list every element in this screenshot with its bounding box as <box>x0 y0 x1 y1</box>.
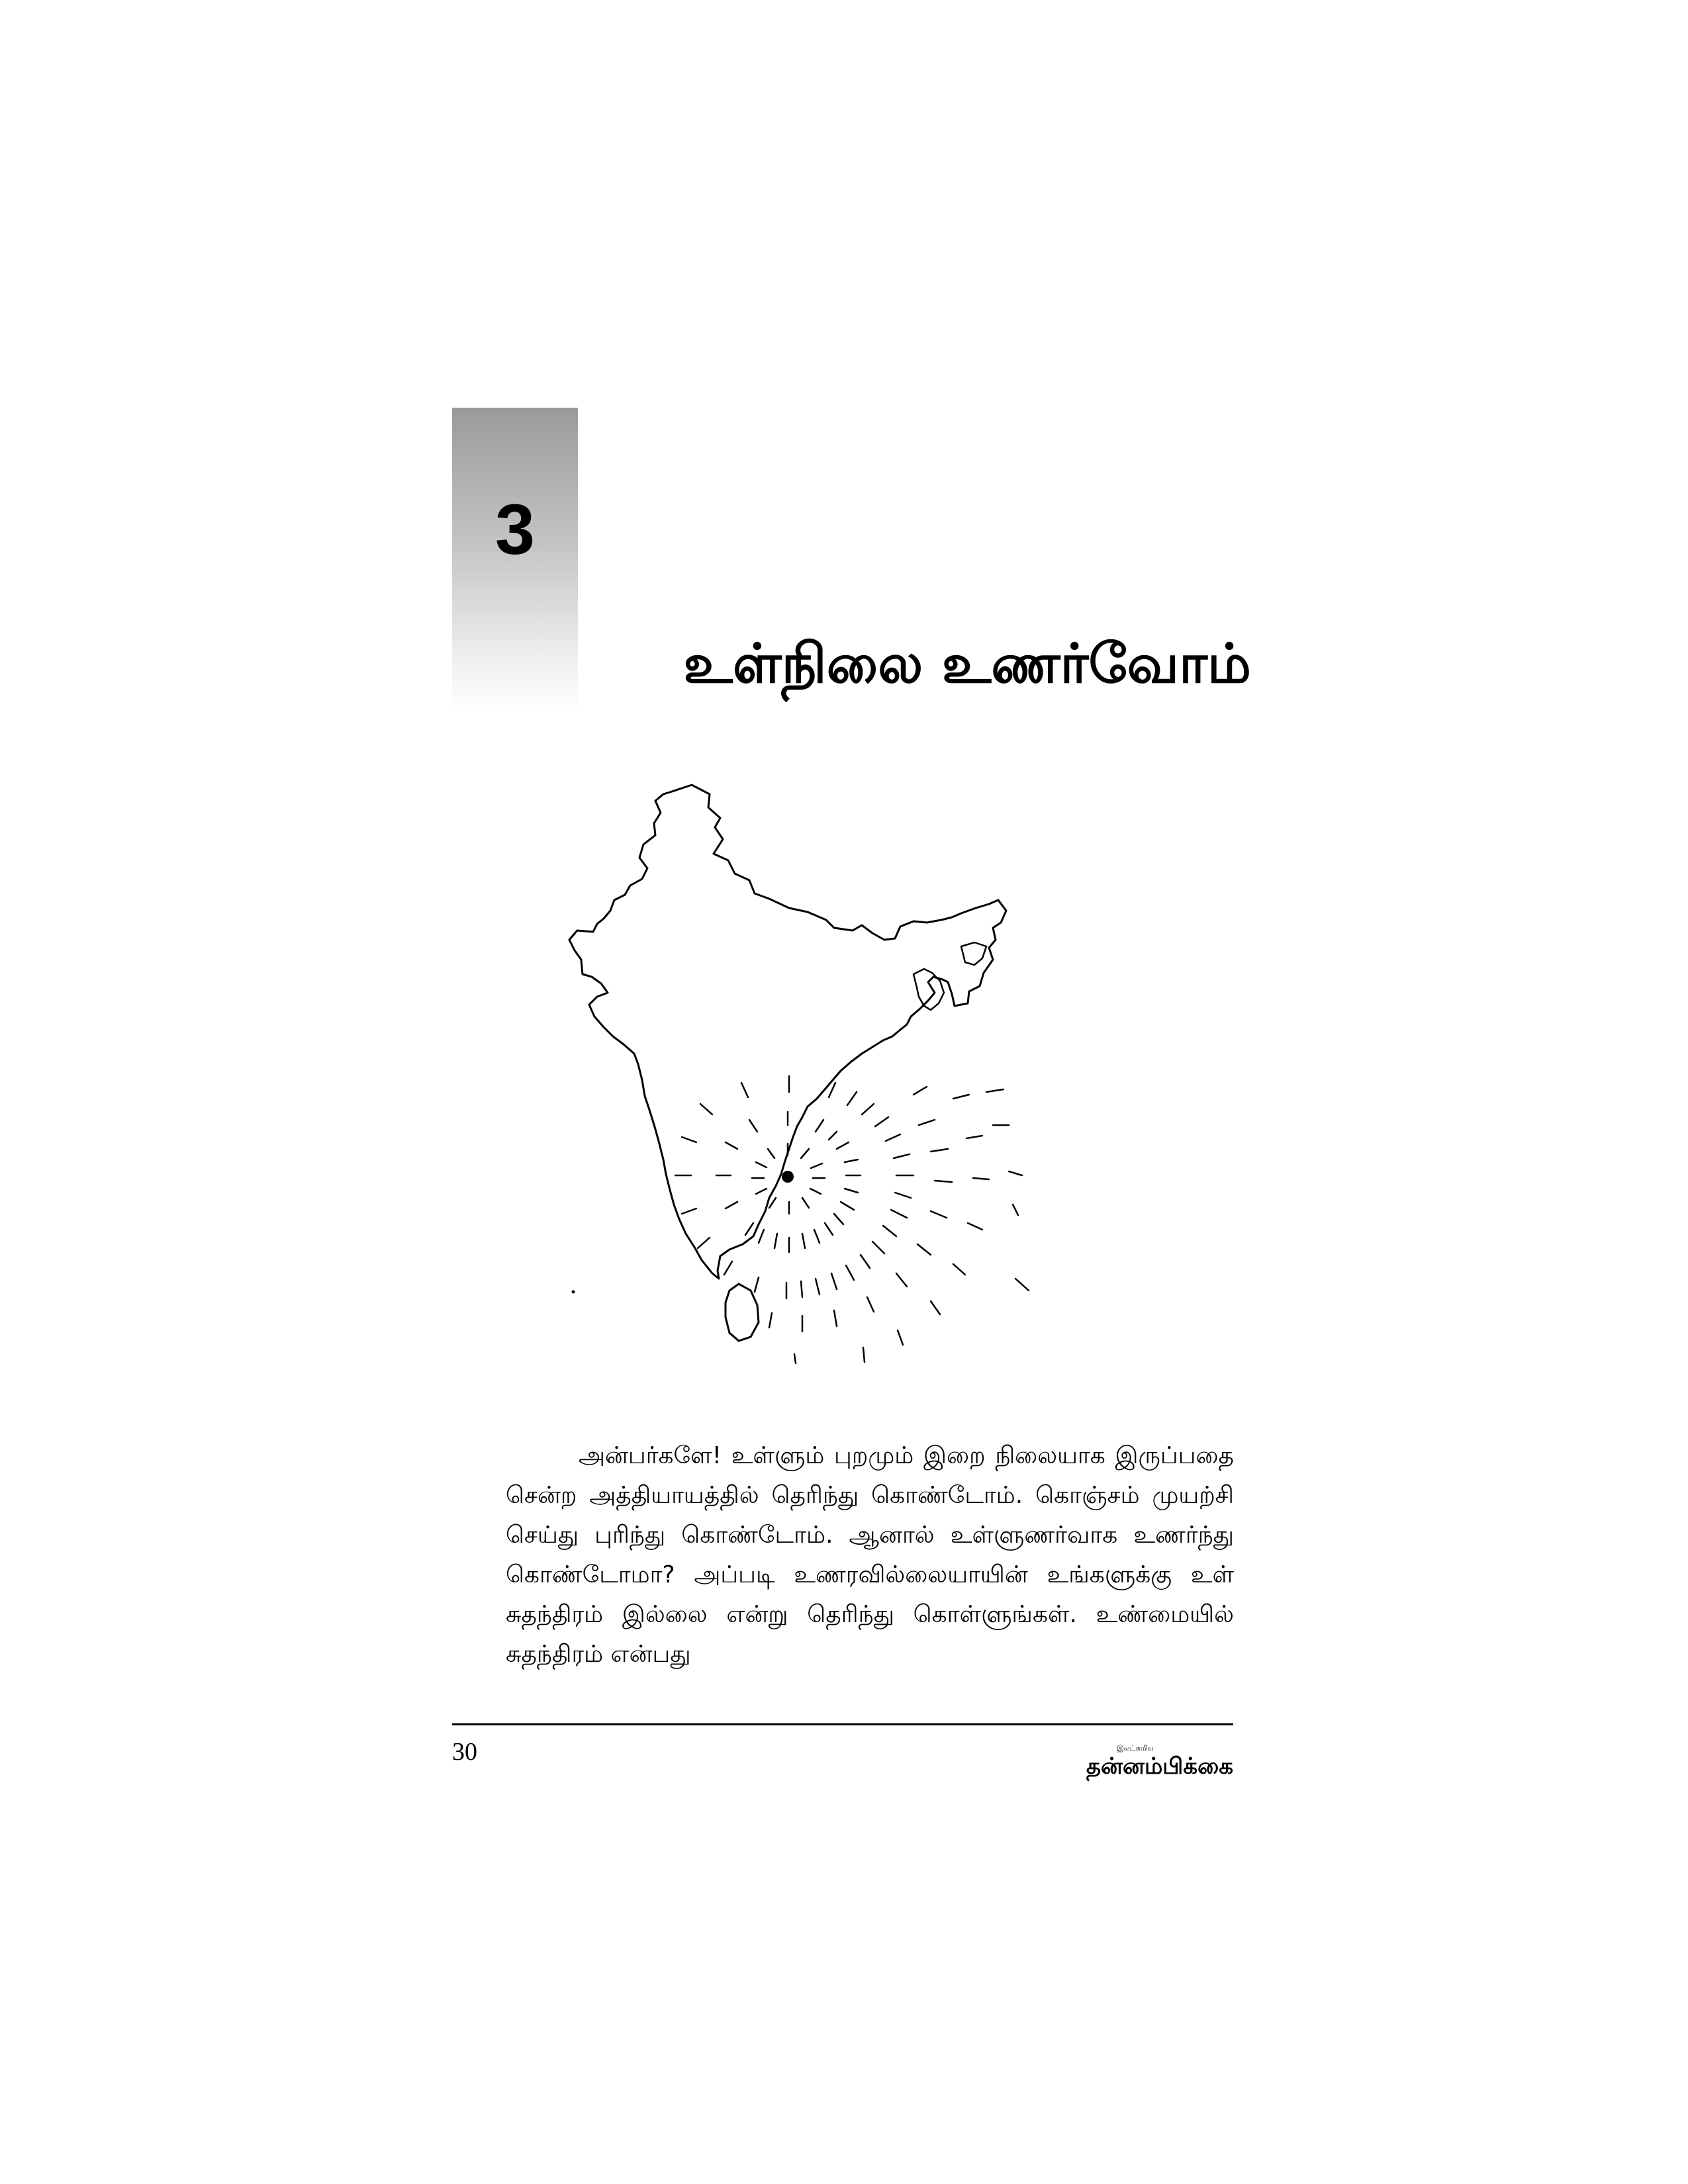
brand-name: தன்னம்பிக்கை <box>1086 1753 1233 1780</box>
map-dot <box>572 1291 575 1294</box>
chapter-title: உள்நிலை உணர்வோம் <box>683 633 1251 696</box>
body-paragraph: அன்பர்களே! உள்ளும் புறமும் இறை நிலையாக இருப்பதை சென்ற அத்தியாயத்தில் தெரிந்து கொண்டோம். கொஞ்சம் முயற்சி செய்து புரிந்து கொண்டோம். ஆனால் உள்ளுணர்வாக உணர்ந்து கொண்டோமா? அப்படி உணரவில்லையாயின் உங்களுக்கு உள் சுதந்திரம் இல்லை என்று தெரிந்து கொள்ளுங்கள். உண்மையில் சுதந்திரம் என்பது <box>506 1442 1234 1668</box>
india-outline <box>569 785 1006 1279</box>
brand-subtitle: இலட்சுமிய <box>1116 1744 1154 1752</box>
chapter-number: 3 <box>494 489 536 569</box>
radiating-lines <box>675 1076 1029 1363</box>
northeast-outline <box>914 969 944 1010</box>
sri-lanka-outline <box>726 1284 759 1341</box>
footer-brand <box>1046 1744 1233 1780</box>
chapter-number-box <box>452 408 578 712</box>
radiating-center <box>782 1171 794 1183</box>
india-map-with-radiating-lines-icon <box>556 781 1099 1403</box>
northeast-lobe <box>961 942 986 965</box>
footer-divider <box>452 1723 1233 1725</box>
page-number: 30 <box>452 1738 477 1766</box>
